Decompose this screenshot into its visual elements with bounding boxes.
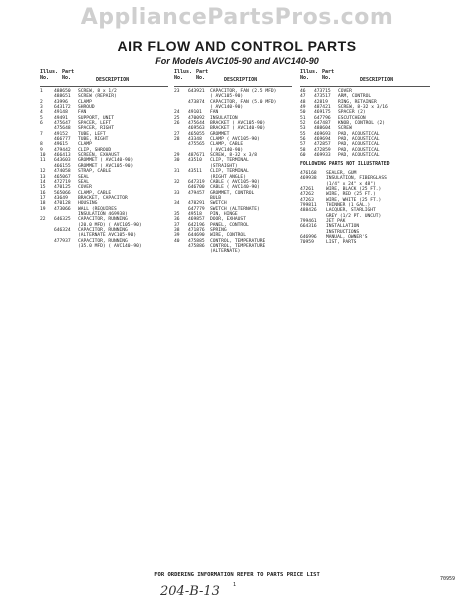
part-description: CONTROL, TEMPERATURE (210, 243, 266, 249)
part-description: WIRE, WHITE (25 FT.) (326, 197, 382, 203)
header-illus: Illus. (174, 69, 193, 75)
part-number: 471876 (188, 227, 205, 233)
part-number: 473066 (54, 206, 71, 212)
part-number: 49615 (54, 142, 68, 148)
part-description: ( AVC105-90) (210, 94, 244, 100)
column-header (300, 70, 430, 87)
page-title: AIR FLOW AND CONTROL PARTS (117, 38, 357, 54)
part-number: 565066 (54, 190, 71, 196)
part-number: 647796 (314, 115, 331, 121)
illus-number: 57 (300, 142, 306, 148)
part-description: PAD, ACOUSTICAL (338, 137, 380, 143)
part-number: 488650 (54, 89, 71, 94)
part-description: SPRING (210, 227, 227, 233)
part-description: SWITCH (210, 201, 227, 207)
part-number: 475647 (54, 121, 71, 127)
illus-number: 26 (174, 121, 180, 127)
header-no: No. (300, 75, 310, 81)
part-number: 469938 (300, 176, 317, 182)
part-number: 473874 (188, 99, 205, 105)
part-description: CAPACITOR, RUNNING (78, 227, 128, 233)
part-description: CAPACITOR, FAN (5.0 MFD) (210, 99, 277, 105)
illus-number: 16 (40, 190, 46, 196)
part-number: 469857 (188, 217, 205, 223)
part-description: BRACKET ( AVC105-90) (210, 121, 266, 127)
illus-number: 4 (40, 110, 43, 116)
part-number: 646324 (54, 227, 71, 233)
header-description: DESCRIPTION (224, 77, 258, 83)
part-number: 647319 (188, 179, 205, 185)
part-description: (RIGHT ANGLE) (210, 174, 246, 180)
part-description: CLIP, SHROUD (78, 147, 112, 153)
illus-number: 6 (40, 121, 43, 127)
part-description: THINNER (1 GAL.) (326, 202, 371, 208)
part-description: SWITCH (ALTERNATE) (210, 206, 260, 212)
illus-number: 58 (300, 147, 306, 153)
part-number: 646996 (300, 234, 317, 240)
part-number: 49148 (54, 110, 68, 116)
part-number: 488651 (54, 94, 71, 100)
part-description: HOUSING (78, 201, 98, 207)
part-number: 646325 (54, 217, 71, 223)
parts-column-3 (300, 70, 430, 246)
part-number: 643921 (188, 89, 205, 94)
part-number: 799811 (300, 202, 317, 208)
part-description: SCREW, 8-32 x 3/16 (338, 105, 388, 111)
part-number: 49101 (188, 110, 202, 116)
part-description: WIRE, CONTROL (210, 233, 246, 239)
illus-number: 24 (174, 110, 180, 116)
part-description: SPACER (2) (338, 110, 366, 116)
illus-number: 19 (40, 206, 46, 212)
header-illus: Illus. (40, 69, 59, 75)
part-description: BRACKET, CAPACITOR (78, 195, 128, 201)
part-number: 644690 (188, 233, 205, 239)
illus-number: 22 (40, 217, 46, 223)
parts-row (300, 153, 430, 158)
part-description: MANUAL, OWNER'S (326, 234, 368, 240)
illus-number: 27 (174, 131, 180, 137)
part-description: SCREW (338, 126, 352, 132)
part-description: SEALER, GUM (326, 170, 357, 176)
part-description: CABLE ( AVC140-90) (210, 185, 260, 191)
header-description: DESCRIPTION (96, 77, 130, 83)
part-number: 488604 (314, 126, 331, 132)
part-number: 488426 (300, 208, 317, 214)
illus-number: 35 (174, 211, 180, 217)
part-number: 646700 (188, 185, 205, 191)
illus-number: 29 (174, 153, 180, 159)
illus-number: 1 (40, 89, 43, 94)
part-description: CAPACITOR, FAN (2.5 MFD) (210, 89, 277, 94)
part-description: LACQUER, STARLIGHT (326, 208, 376, 214)
part-number: 474058 (54, 169, 71, 175)
part-number: 643603 (54, 158, 71, 164)
part-description: INSTRUCTIONS (326, 229, 360, 235)
part-description: (ALTERNATE AVC105-90) (78, 233, 137, 239)
illus-number: 52 (300, 121, 306, 127)
part-description: TUBE, LEFT (78, 131, 106, 137)
illus-number: 48 (300, 99, 306, 105)
illus-number: 9 (40, 147, 43, 153)
part-description: WIRE, BLACK (25 FT.) (326, 186, 382, 192)
parts-row (40, 244, 168, 249)
watermark-logo: AppliancePartsPros.com (80, 5, 394, 30)
part-description: SHROUD (78, 105, 95, 111)
illus-number: 15 (40, 185, 46, 191)
part-number: 465055 (188, 131, 205, 137)
part-number: 472859 (314, 147, 331, 153)
part-description: FAN (78, 110, 87, 116)
part-description: COVER (78, 185, 92, 191)
illus-number: 31 (174, 169, 180, 175)
part-number: 470125 (54, 185, 71, 191)
part-description: CLAMP (78, 99, 92, 105)
illus-number: 56 (300, 137, 306, 143)
parts-row (174, 249, 292, 254)
part-description: SCREEN, EXHAUST (78, 153, 120, 159)
part-number: 469175 (314, 110, 331, 116)
column-header (174, 70, 292, 87)
illus-number: 55 (300, 131, 306, 137)
part-description: CAPACITOR, RUNNING (78, 238, 128, 244)
part-description: RING, RETAINER (338, 99, 377, 105)
part-description: ( AVC140-90) (210, 105, 244, 111)
part-description: SCREW (REPAIR) (78, 94, 117, 100)
part-description: PAD, ACOUSTICAL (338, 131, 380, 137)
part-number: 647779 (188, 206, 205, 212)
part-description: CABLE ( AVC105-90) (210, 179, 260, 185)
part-description: LIST, PARTS (326, 240, 357, 246)
illus-number: 50 (300, 110, 306, 116)
part-description: SEAL (78, 179, 90, 185)
part-description: WIRE, RED (25 FT.) (326, 192, 376, 198)
illus-number: 47 (300, 94, 306, 100)
part-description: (20.0 MFD) ( AVC105-90) (78, 222, 142, 228)
part-number: 49152 (54, 131, 68, 137)
part-description: PIN, HINGE (210, 211, 238, 217)
header-no: No. (40, 75, 50, 81)
part-number: 799461 (300, 218, 317, 224)
part-number: 475886 (188, 243, 205, 249)
illus-number: 5 (40, 115, 43, 121)
column-header (40, 70, 168, 87)
illus-number: 3 (40, 105, 43, 111)
handwritten-note: 204-B-13 (160, 584, 220, 599)
part-number: 466777 (54, 137, 71, 143)
part-description: SPACER, RIGHT (78, 126, 114, 132)
part-description: SPACER, LEFT (78, 121, 112, 127)
part-number: 47263 (300, 197, 314, 203)
part-number: 49518 (188, 211, 202, 217)
part-description: JET PAK (326, 218, 346, 224)
part-description: INSULATION, FIBERGLASS (326, 176, 387, 182)
illus-number: 39 (174, 233, 180, 239)
part-number: 469933 (314, 153, 331, 159)
part-number: 473517 (314, 94, 331, 100)
header-part-no: No. (196, 75, 206, 81)
part-number: 477937 (54, 238, 71, 244)
part-number: 478291 (188, 201, 205, 207)
parts-row (300, 240, 430, 245)
header-no: No. (174, 75, 184, 81)
illus-number: 38 (174, 227, 180, 233)
part-description: CLIP, TERMINAL (210, 169, 249, 175)
header-part-no: No. (322, 75, 332, 81)
part-description: KNOB, CONTROL (2) (338, 121, 386, 127)
illus-number: 53 (300, 126, 306, 132)
part-number: 479442 (54, 147, 71, 153)
part-number: 487671 (188, 153, 205, 159)
part-description: SEAL (78, 174, 90, 180)
illus-number: 34 (174, 201, 180, 207)
page-number: 1 (233, 582, 237, 588)
illus-number: 2 (40, 99, 43, 105)
part-description: INSULATION 469938) (78, 211, 128, 217)
illus-number: 8 (40, 142, 43, 148)
part-number: 487421 (314, 105, 331, 111)
header-part: Part (196, 69, 209, 75)
part-number: 476168 (300, 170, 317, 176)
part-description: CLAMP, CABLE (78, 190, 112, 196)
part-number: 472857 (314, 142, 331, 148)
part-number: 642196 (188, 222, 205, 228)
header-description: DESCRIPTION (360, 77, 394, 83)
part-number: 473715 (314, 89, 331, 94)
part-description: SUPPORT, UNIT (78, 115, 114, 121)
part-description: GREY (1/2 PT. UNCUT) (326, 213, 382, 219)
illus-number: 25 (174, 115, 180, 121)
part-description: GROMMET ( AVC105-90) (78, 163, 134, 169)
part-description: GROMMET (210, 131, 230, 137)
illus-number: 17 (40, 195, 46, 201)
illus-number: 40 (174, 238, 180, 244)
part-description: PAD, ACOUSTICAL (338, 147, 380, 153)
part-number: 43996 (54, 99, 68, 105)
part-description: PANEL, CONTROL (210, 222, 249, 228)
part-description: SCREW, 8-32 x 3/8 (210, 153, 258, 159)
part-number: 470128 (54, 201, 71, 207)
part-number: 43510 (188, 158, 202, 164)
part-number: 647487 (314, 121, 331, 127)
part-number: 469563 (188, 126, 205, 132)
page-subtitle: For Models AVC105-90 and AVC140-90 (155, 56, 319, 66)
header-part: Part (322, 69, 335, 75)
part-number: 475644 (188, 121, 205, 127)
illus-number: 51 (300, 115, 306, 121)
part-number: 49491 (54, 115, 68, 121)
part-description: PAD, ACOUSTICAL (338, 153, 380, 159)
part-number: 475648 (54, 126, 71, 132)
part-description: SCREW, 8 x 1/2 (78, 89, 117, 94)
part-description: CLAMP (78, 142, 92, 148)
illus-number: 49 (300, 105, 306, 111)
part-description: (35.0 MFD) ( AVC140-90) (78, 243, 142, 249)
part-number: 47262 (300, 192, 314, 198)
part-description: COVER (338, 89, 352, 94)
part-description: GROMMET, CONTROL (210, 190, 255, 196)
illus-number: 12 (40, 169, 46, 175)
part-number: 469693 (314, 131, 331, 137)
part-description: CLAMP, CABLE (210, 142, 244, 148)
part-description: (ALTERNATE) (210, 249, 241, 255)
illus-number: 33 (174, 190, 180, 196)
illus-number: 32 (174, 179, 180, 185)
header-part-no: No. (62, 75, 72, 81)
part-description: ( AVC140-90) (210, 147, 244, 153)
part-number: 664316 (300, 224, 317, 230)
part-number: 466413 (54, 153, 71, 159)
part-number: 42819 (314, 99, 328, 105)
part-description: CONTROL, TEMPERATURE (210, 238, 266, 244)
illus-number: 18 (40, 201, 46, 207)
part-number: 479457 (188, 190, 205, 196)
part-description: GROMMET ( AVC140-90) (78, 158, 134, 164)
part-number: 472719 (54, 179, 71, 185)
part-number: 466155 (54, 163, 71, 169)
part-description: ARM, CONTROL (338, 94, 372, 100)
part-description: ESCUTCHEON (338, 115, 366, 121)
parts-column-2 (174, 70, 292, 255)
part-description: PAD, ACOUSTICAL (338, 142, 380, 148)
part-description: INSTALLATION (326, 224, 360, 230)
part-description: BULB (210, 195, 222, 201)
part-number: 43511 (188, 169, 202, 175)
illus-number: 11 (40, 158, 46, 164)
illus-number: 10 (40, 153, 46, 159)
part-number: 470092 (188, 115, 205, 121)
illus-number: 13 (40, 174, 46, 180)
illus-number: 7 (40, 131, 43, 137)
part-number: 43649 (54, 195, 68, 201)
illus-number: 46 (300, 89, 306, 94)
part-description: BRACKET ( AVC140-90) (210, 126, 266, 132)
part-description: CAPACITOR, RUNNING (78, 217, 128, 223)
part-description: INSULATION (210, 115, 238, 121)
part-description: FAN (210, 110, 219, 116)
part-number: 475885 (188, 238, 205, 244)
header-illus: Illus. (300, 69, 319, 75)
illus-number: 14 (40, 179, 46, 185)
part-description: WALL (REQUIRES (78, 206, 117, 212)
part-description: CLAMP ( AVC105-90) (210, 137, 260, 143)
header-part: Part (62, 69, 75, 75)
part-description: TUBE, RIGHT (78, 137, 109, 143)
part-number: 643172 (54, 105, 71, 111)
parts-column-1 (40, 70, 168, 249)
part-description: CLIP, TERMINAL (210, 158, 249, 164)
part-number: 475565 (188, 142, 205, 148)
illus-number: 60 (300, 153, 306, 159)
part-number: 465067 (54, 174, 71, 180)
part-description: STRAP, CABLE (78, 169, 112, 175)
part-description: (STRAIGHT) (210, 163, 238, 169)
not-illustrated-heading: FOLLOWING PARTS NOT ILLUSTRATED (300, 162, 390, 168)
part-description: DOOR, EXHAUST (210, 217, 246, 223)
illus-number: 36 (174, 217, 180, 223)
illus-number: 23 (174, 89, 180, 94)
illus-number: 37 (174, 222, 180, 228)
ordering-info-footer: FOR ORDERING INFORMATION REFER TO PARTS PRICE LIST (154, 572, 320, 578)
document-code: 70959 (440, 576, 456, 582)
part-number: 47261 (300, 186, 314, 192)
part-number: 43348 (188, 137, 202, 143)
part-description: (1/4" x 24" x 48") (326, 181, 376, 187)
part-number: 70959 (300, 240, 314, 246)
illus-number: 28 (174, 137, 180, 143)
part-number: 469694 (314, 137, 331, 143)
illus-number: 30 (174, 158, 180, 164)
